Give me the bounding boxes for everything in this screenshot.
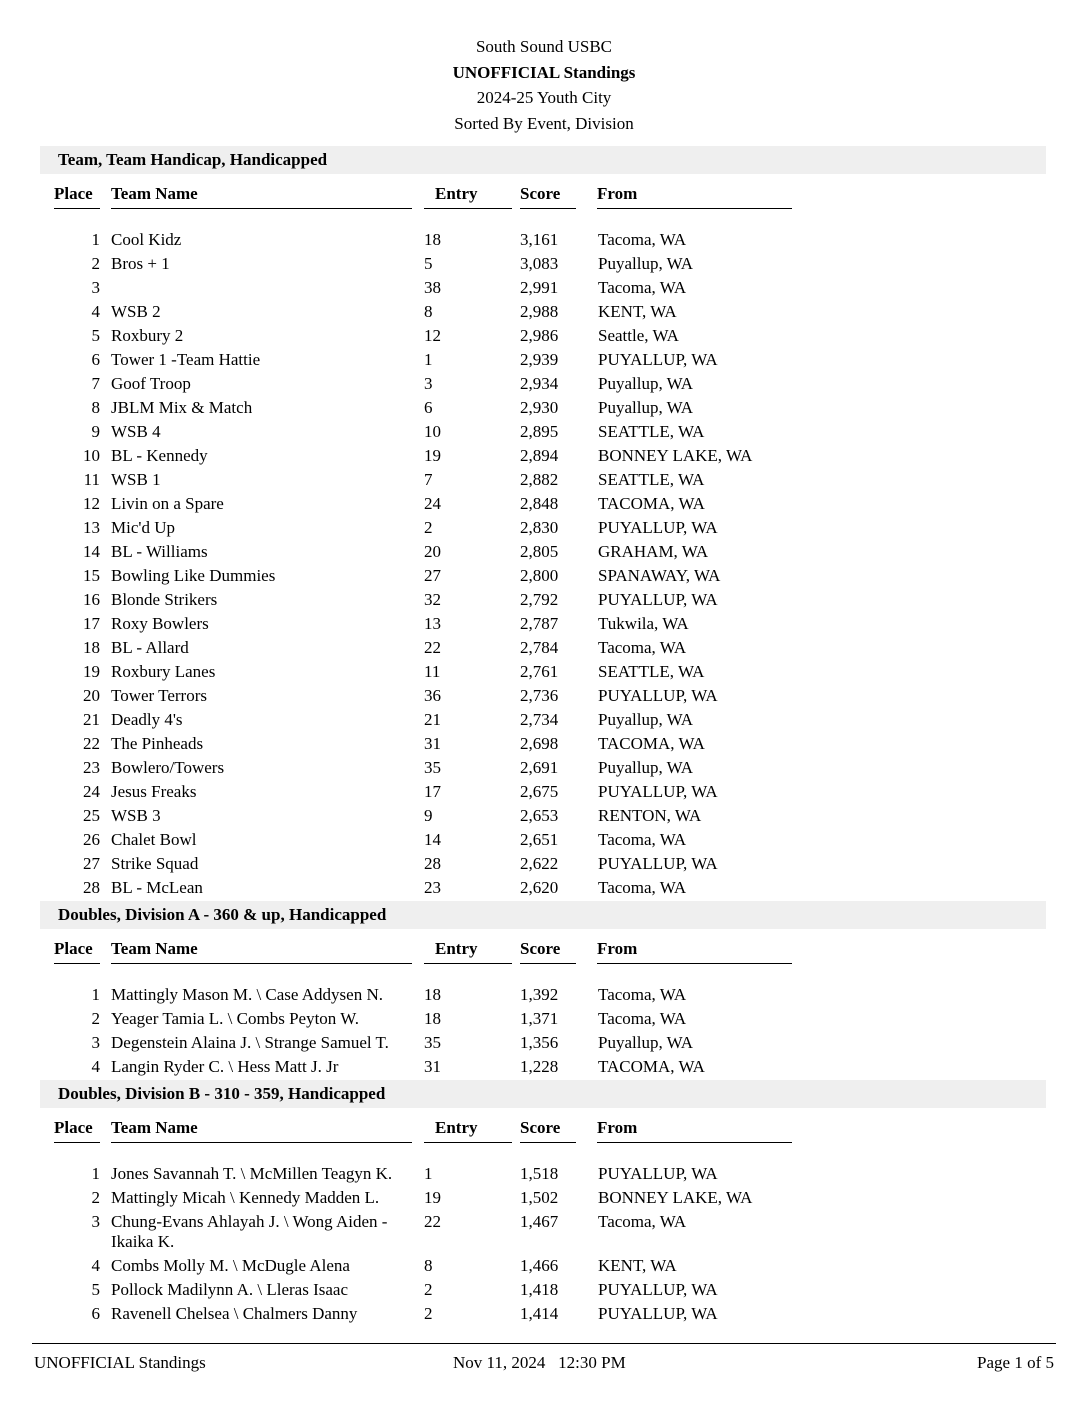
column-headers <box>0 182 1088 210</box>
from-cell: PUYALLUP, WA <box>598 686 718 705</box>
team-name-cell: WSB 4 <box>111 422 161 441</box>
table-row <box>0 228 1088 252</box>
entry-cell: 8 <box>424 1256 433 1275</box>
table-row <box>0 828 1088 852</box>
col-entry-header: Entry <box>435 184 478 203</box>
entry-cell: 13 <box>424 614 441 633</box>
column-headers <box>0 937 1088 965</box>
table-row <box>0 780 1088 804</box>
place-cell: 8 <box>91 398 100 417</box>
team-name-cell: Chung-Evans Ahlayah J. \ Wong Aiden - Ikaika K. <box>111 1212 388 1251</box>
entry-cell: 7 <box>424 470 433 489</box>
place-cell: 20 <box>83 686 100 705</box>
team-name-cell: Roxbury Lanes <box>111 662 216 681</box>
place-cell: 4 <box>91 1256 100 1275</box>
team-name-cell: Yeager Tamia L. \ Combs Peyton W. <box>111 1009 359 1028</box>
col-place-header: Place <box>54 1118 93 1137</box>
entry-cell: 28 <box>424 854 441 873</box>
table-row <box>0 708 1088 732</box>
table-row <box>0 1007 1088 1031</box>
table-row <box>0 983 1088 1007</box>
score-cell: 2,651 <box>520 830 559 849</box>
team-name-cell: Tower 1 -Team Hattie <box>111 350 261 369</box>
team-name-cell: Bros + 1 <box>111 254 170 273</box>
from-cell: Tukwila, WA <box>598 614 689 633</box>
team-name-cell: BL - McLean <box>111 878 203 897</box>
report-header <box>0 34 1088 136</box>
header-underline <box>597 1142 792 1143</box>
section-title: Doubles, Division A - 360 & up, Handicapped <box>40 901 1046 929</box>
entry-cell: 2 <box>424 1280 433 1299</box>
team-name-cell: Blonde Strikers <box>111 590 218 609</box>
team-name-cell: WSB 3 <box>111 806 161 825</box>
from-cell: Tacoma, WA <box>598 985 687 1004</box>
header-underline <box>520 208 576 209</box>
score-cell: 2,895 <box>520 422 559 441</box>
team-name-cell: Mattingly Mason M. \ Case Addysen N. <box>111 985 383 1004</box>
from-cell: TACOMA, WA <box>598 1057 705 1076</box>
entry-cell: 22 <box>424 1212 441 1231</box>
header-underline <box>597 963 792 964</box>
team-name-cell: Roxy Bowlers <box>111 614 209 633</box>
place-cell: 2 <box>91 254 100 273</box>
table-row <box>0 684 1088 708</box>
from-cell: Puyallup, WA <box>598 254 694 273</box>
team-name-cell: Deadly 4's <box>111 710 183 729</box>
table-row <box>0 396 1088 420</box>
from-cell: Tacoma, WA <box>598 638 687 657</box>
from-cell: PUYALLUP, WA <box>598 854 718 873</box>
place-cell: 1 <box>91 230 100 249</box>
team-name-cell: Mic'd Up <box>111 518 175 537</box>
table-row <box>0 876 1088 900</box>
entry-cell: 2 <box>424 1304 433 1323</box>
header-underline <box>54 963 100 964</box>
from-cell: KENT, WA <box>598 1256 677 1275</box>
from-cell: PUYALLUP, WA <box>598 518 718 537</box>
table-row <box>0 372 1088 396</box>
col-from-header: From <box>597 939 638 958</box>
entry-cell: 5 <box>424 254 433 273</box>
score-cell: 2,675 <box>520 782 559 801</box>
place-cell: 7 <box>91 374 100 393</box>
table-row <box>0 660 1088 684</box>
table-row <box>0 1186 1088 1210</box>
column-headers <box>0 1116 1088 1144</box>
section-title: Team, Team Handicap, Handicapped <box>40 146 1046 174</box>
standings-rows <box>0 228 1088 900</box>
place-cell: 5 <box>91 326 100 345</box>
header-underline <box>424 963 512 964</box>
place-cell: 27 <box>83 854 100 873</box>
from-cell: Tacoma, WA <box>598 878 687 897</box>
score-cell: 2,805 <box>520 542 559 561</box>
table-row <box>0 732 1088 756</box>
from-cell: PUYALLUP, WA <box>598 590 718 609</box>
place-cell: 28 <box>83 878 100 897</box>
footer-page-number: Page 1 of 5 <box>977 1353 1054 1372</box>
place-cell: 14 <box>83 542 100 561</box>
place-cell: 11 <box>83 470 100 489</box>
place-cell: 6 <box>91 350 100 369</box>
team-name-cell: Jones Savannah T. \ McMillen Teagyn K. <box>111 1164 393 1183</box>
org-name: South Sound USBC <box>475 37 613 56</box>
from-cell: SEATTLE, WA <box>598 470 705 489</box>
col-entry-header: Entry <box>435 939 478 958</box>
entry-cell: 12 <box>424 326 441 345</box>
from-cell: Tacoma, WA <box>598 278 687 297</box>
entry-cell: 36 <box>424 686 441 705</box>
from-cell: Puyallup, WA <box>598 758 694 777</box>
from-cell: Tacoma, WA <box>598 830 687 849</box>
team-name-cell: The Pinheads <box>111 734 204 753</box>
team-name-cell: Bowling Like Dummies <box>111 566 276 585</box>
from-cell: TACOMA, WA <box>598 494 705 513</box>
from-cell: Puyallup, WA <box>598 398 694 417</box>
sort-description: Sorted By Event, Division <box>454 113 634 133</box>
from-cell: SPANAWAY, WA <box>598 566 721 585</box>
score-cell: 2,894 <box>520 446 559 465</box>
place-cell: 3 <box>91 278 100 297</box>
table-row <box>0 468 1088 492</box>
entry-cell: 20 <box>424 542 441 561</box>
place-cell: 1 <box>91 985 100 1004</box>
score-cell: 2,691 <box>520 758 559 777</box>
team-name-cell: WSB 2 <box>111 302 161 321</box>
score-cell: 2,882 <box>520 470 559 489</box>
team-name-cell: Combs Molly M. \ McDugle Alena <box>111 1256 350 1275</box>
place-cell: 2 <box>91 1009 100 1028</box>
team-name-cell: Goof Troop <box>111 374 191 393</box>
entry-cell: 24 <box>424 494 441 513</box>
footer-timestamp: Nov 11, 2024 12:30 PM <box>453 1353 626 1372</box>
table-row <box>0 1031 1088 1055</box>
score-cell: 2,991 <box>520 278 559 297</box>
page-footer <box>0 1352 1088 1374</box>
score-cell: 2,830 <box>520 518 559 537</box>
from-cell: SEATTLE, WA <box>598 422 705 441</box>
team-name-cell: Ravenell Chelsea \ Chalmers Danny <box>111 1304 358 1323</box>
team-name-cell: Mattingly Micah \ Kennedy Madden L. <box>111 1188 380 1207</box>
header-underline <box>424 208 512 209</box>
place-cell: 1 <box>91 1164 100 1183</box>
place-cell: 3 <box>91 1033 100 1052</box>
from-cell: RENTON, WA <box>598 806 702 825</box>
entry-cell: 6 <box>424 398 433 417</box>
place-cell: 18 <box>83 638 100 657</box>
score-cell: 2,792 <box>520 590 559 609</box>
from-cell: Tacoma, WA <box>598 1212 687 1231</box>
place-cell: 2 <box>91 1188 100 1207</box>
table-row <box>0 348 1088 372</box>
entry-cell: 1 <box>424 1164 433 1183</box>
entry-cell: 18 <box>424 230 441 249</box>
team-name-cell: Tower Terrors <box>111 686 207 705</box>
place-cell: 15 <box>83 566 100 585</box>
table-row <box>0 1210 1088 1254</box>
team-name-cell: BL - Allard <box>111 638 189 657</box>
entry-cell: 31 <box>424 734 441 753</box>
header-underline <box>424 1142 512 1143</box>
table-row <box>0 564 1088 588</box>
header-underline <box>111 1142 412 1143</box>
place-cell: 19 <box>83 662 100 681</box>
team-name-cell: Cool Kidz <box>111 230 182 249</box>
team-name-cell: Langin Ryder C. \ Hess Matt J. Jr <box>111 1057 339 1076</box>
team-name-cell: Degenstein Alaina J. \ Strange Samuel T. <box>111 1033 389 1052</box>
entry-cell: 21 <box>424 710 441 729</box>
section-title: Doubles, Division B - 310 - 359, Handicapped <box>40 1080 1046 1108</box>
tournament-name: 2024-25 Youth City <box>476 88 612 107</box>
entry-cell: 18 <box>424 985 441 1004</box>
table-row <box>0 852 1088 876</box>
col-team-name-header: Team Name <box>111 939 198 958</box>
from-cell: PUYALLUP, WA <box>598 1164 718 1183</box>
table-row <box>0 1278 1088 1302</box>
score-cell: 2,848 <box>520 494 559 513</box>
place-cell: 4 <box>91 1057 100 1076</box>
team-name-cell: Bowlero/Towers <box>111 758 225 777</box>
col-from-header: From <box>597 1118 638 1137</box>
place-cell: 4 <box>91 302 100 321</box>
col-place-header: Place <box>54 184 93 203</box>
table-row <box>0 300 1088 324</box>
place-cell: 9 <box>91 422 100 441</box>
team-name-cell: Roxbury 2 <box>111 326 184 345</box>
score-cell: 3,161 <box>520 230 559 249</box>
place-cell: 16 <box>83 590 100 609</box>
table-row <box>0 444 1088 468</box>
header-underline <box>111 208 412 209</box>
entry-cell: 14 <box>424 830 441 849</box>
team-name-cell: Chalet Bowl <box>111 830 197 849</box>
score-cell: 1,466 <box>520 1256 559 1275</box>
col-score-header: Score <box>520 1118 561 1137</box>
table-row <box>0 588 1088 612</box>
place-cell: 23 <box>83 758 100 777</box>
table-row <box>0 420 1088 444</box>
header-underline <box>54 208 100 209</box>
score-cell: 2,736 <box>520 686 559 705</box>
footer-divider <box>32 1343 1056 1344</box>
table-row <box>0 1254 1088 1278</box>
place-cell: 21 <box>83 710 100 729</box>
table-row <box>0 804 1088 828</box>
col-team-name-header: Team Name <box>111 1118 198 1137</box>
place-cell: 3 <box>91 1212 100 1231</box>
score-cell: 1,518 <box>520 1164 559 1183</box>
from-cell: Puyallup, WA <box>598 374 694 393</box>
place-cell: 10 <box>83 446 100 465</box>
score-cell: 2,800 <box>520 566 559 585</box>
entry-cell: 23 <box>424 878 441 897</box>
entry-cell: 31 <box>424 1057 441 1076</box>
table-row <box>0 612 1088 636</box>
entry-cell: 32 <box>424 590 441 609</box>
table-row <box>0 492 1088 516</box>
score-cell: 3,083 <box>520 254 559 273</box>
col-score-header: Score <box>520 184 561 203</box>
score-cell: 2,988 <box>520 302 559 321</box>
table-row <box>0 324 1088 348</box>
from-cell: Tacoma, WA <box>598 1009 687 1028</box>
team-name-cell: Jesus Freaks <box>111 782 197 801</box>
col-place-header: Place <box>54 939 93 958</box>
score-cell: 1,228 <box>520 1057 559 1076</box>
from-cell: PUYALLUP, WA <box>598 1280 718 1299</box>
score-cell: 1,392 <box>520 985 559 1004</box>
entry-cell: 38 <box>424 278 441 297</box>
score-cell: 2,784 <box>520 638 559 657</box>
table-row <box>0 636 1088 660</box>
place-cell: 22 <box>83 734 100 753</box>
team-name-cell: JBLM Mix & Match <box>111 398 253 417</box>
team-name-cell: BL - Kennedy <box>111 446 208 465</box>
footer-title: UNOFFICIAL Standings <box>34 1353 206 1372</box>
header-underline <box>520 963 576 964</box>
table-row <box>0 1162 1088 1186</box>
entry-cell: 19 <box>424 446 441 465</box>
score-cell: 2,622 <box>520 854 559 873</box>
entry-cell: 11 <box>424 662 441 681</box>
from-cell: Tacoma, WA <box>598 230 687 249</box>
from-cell: Puyallup, WA <box>598 710 694 729</box>
score-cell: 1,371 <box>520 1009 559 1028</box>
from-cell: KENT, WA <box>598 302 677 321</box>
place-cell: 26 <box>83 830 100 849</box>
place-cell: 6 <box>91 1304 100 1323</box>
from-cell: Seattle, WA <box>598 326 679 345</box>
entry-cell: 2 <box>424 518 433 537</box>
score-cell: 2,620 <box>520 878 559 897</box>
entry-cell: 17 <box>424 782 441 801</box>
table-row <box>0 756 1088 780</box>
from-cell: PUYALLUP, WA <box>598 782 718 801</box>
from-cell: GRAHAM, WA <box>598 542 709 561</box>
header-underline <box>597 208 792 209</box>
score-cell: 2,986 <box>520 326 559 345</box>
table-row <box>0 1302 1088 1326</box>
score-cell: 2,761 <box>520 662 559 681</box>
place-cell: 25 <box>83 806 100 825</box>
score-cell: 1,467 <box>520 1212 559 1231</box>
col-from-header: From <box>597 184 638 203</box>
team-name-cell: Strike Squad <box>111 854 199 873</box>
score-cell: 1,502 <box>520 1188 559 1207</box>
team-name-cell: Livin on a Spare <box>111 494 224 513</box>
from-cell: SEATTLE, WA <box>598 662 705 681</box>
col-team-name-header: Team Name <box>111 184 198 203</box>
from-cell: Puyallup, WA <box>598 1033 694 1052</box>
score-cell: 2,787 <box>520 614 559 633</box>
team-name-cell: WSB 1 <box>111 470 161 489</box>
entry-cell: 22 <box>424 638 441 657</box>
header-underline <box>54 1142 100 1143</box>
col-score-header: Score <box>520 939 561 958</box>
header-underline <box>520 1142 576 1143</box>
table-row <box>0 276 1088 300</box>
table-row <box>0 1055 1088 1079</box>
place-cell: 13 <box>83 518 100 537</box>
score-cell: 1,414 <box>520 1304 559 1323</box>
score-cell: 2,930 <box>520 398 559 417</box>
standings-rows <box>0 1162 1088 1326</box>
score-cell: 2,734 <box>520 710 559 729</box>
place-cell: 5 <box>91 1280 100 1299</box>
table-row <box>0 252 1088 276</box>
from-cell: TACOMA, WA <box>598 734 705 753</box>
from-cell: BONNEY LAKE, WA <box>598 446 753 465</box>
team-name-cell: Pollock Madilynn A. \ Lleras Isaac <box>111 1280 349 1299</box>
entry-cell: 35 <box>424 1033 441 1052</box>
col-entry-header: Entry <box>435 1118 478 1137</box>
place-cell: 12 <box>83 494 100 513</box>
team-name-cell: BL - Williams <box>111 542 208 561</box>
from-cell: PUYALLUP, WA <box>598 350 718 369</box>
score-cell: 2,934 <box>520 374 559 393</box>
entry-cell: 18 <box>424 1009 441 1028</box>
score-cell: 1,418 <box>520 1280 559 1299</box>
table-row <box>0 516 1088 540</box>
standings-rows <box>0 983 1088 1079</box>
score-cell: 2,939 <box>520 350 559 369</box>
place-cell: 17 <box>83 614 100 633</box>
from-cell: BONNEY LAKE, WA <box>598 1188 753 1207</box>
table-row <box>0 540 1088 564</box>
place-cell: 24 <box>83 782 100 801</box>
entry-cell: 27 <box>424 566 441 585</box>
score-cell: 2,698 <box>520 734 559 753</box>
entry-cell: 19 <box>424 1188 441 1207</box>
entry-cell: 9 <box>424 806 433 825</box>
report-title: UNOFFICIAL Standings <box>452 62 636 82</box>
entry-cell: 35 <box>424 758 441 777</box>
entry-cell: 8 <box>424 302 433 321</box>
score-cell: 2,653 <box>520 806 559 825</box>
header-underline <box>111 963 412 964</box>
entry-cell: 10 <box>424 422 441 441</box>
score-cell: 1,356 <box>520 1033 559 1052</box>
entry-cell: 3 <box>424 374 433 393</box>
entry-cell: 1 <box>424 350 433 369</box>
from-cell: PUYALLUP, WA <box>598 1304 718 1323</box>
